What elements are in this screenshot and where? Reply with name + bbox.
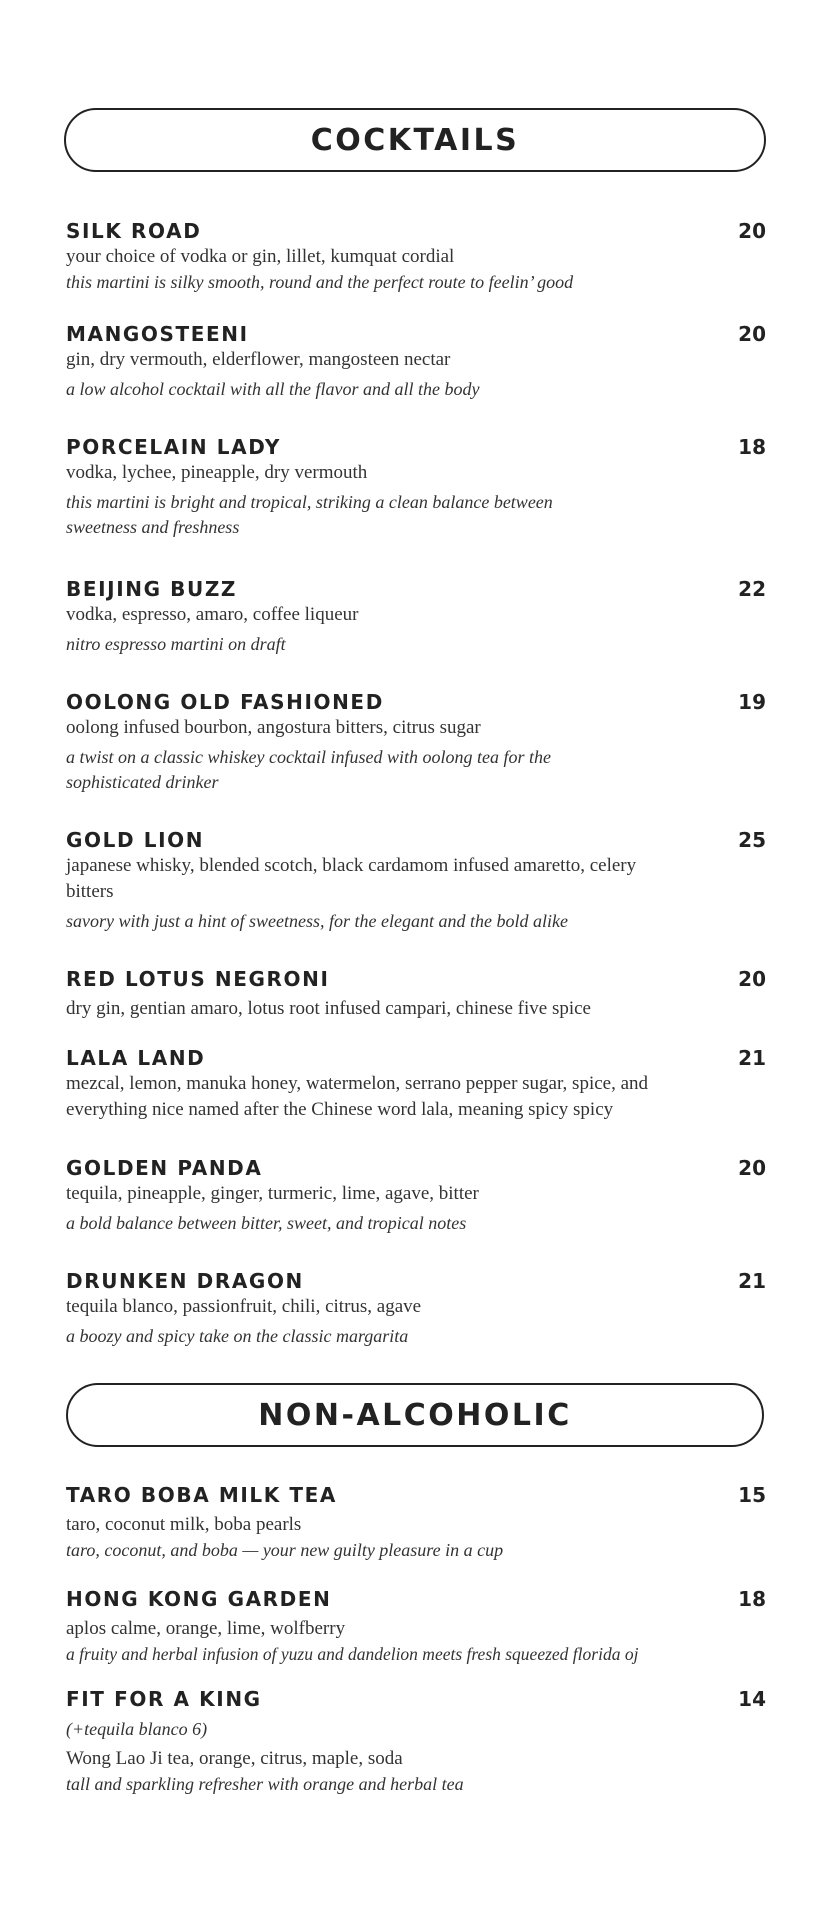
item-price: 21 — [738, 1046, 766, 1070]
menu-item — [66, 1155, 766, 1236]
menu-item — [66, 1482, 766, 1563]
item-name: LALA LAND — [66, 1046, 206, 1070]
menu-item — [66, 434, 766, 540]
menu-item — [66, 1045, 766, 1123]
item-name: OOLONG OLD FASHIONED — [66, 690, 384, 714]
item-note: (+tequila blanco 6) — [66, 1719, 208, 1739]
item-name: SILK ROAD — [66, 219, 202, 243]
item-price: 20 — [738, 1156, 766, 1180]
item-name: PORCELAIN LADY — [66, 435, 282, 459]
item-ingredients: japanese whisky, blended scotch, black cardamom infused amaretto, celery bitters — [66, 855, 637, 902]
menu-item — [66, 1686, 766, 1797]
item-price: 20 — [738, 322, 766, 346]
item-price: 15 — [738, 1483, 766, 1507]
item-description: a boozy and spicy take on the classic margarita — [66, 1326, 409, 1346]
item-ingredients: vodka, lychee, pineapple, dry vermouth — [66, 462, 368, 483]
item-description: savory with just a hint of sweetness, for the elegant and the bold alike — [66, 911, 568, 931]
menu-item — [66, 827, 766, 934]
item-name: FIT FOR A KING — [66, 1687, 262, 1711]
non-alcoholic-section-header — [66, 1383, 764, 1447]
cocktails-title: COCKTAILS — [310, 122, 520, 158]
item-description: nitro espresso martini on draft — [66, 634, 286, 654]
item-price: 18 — [738, 435, 766, 459]
cocktails-section-header — [64, 108, 766, 172]
item-ingredients: Wong Lao Ji tea, orange, citrus, maple, soda — [66, 1748, 403, 1769]
item-price: 18 — [738, 1587, 766, 1611]
item-ingredients: oolong infused bourbon, angostura bitters, citrus sugar — [66, 717, 481, 738]
menu-item — [66, 321, 766, 402]
item-price: 14 — [738, 1687, 766, 1711]
item-description: a twist on a classic whiskey cocktail infused with oolong tea for the sophisticated drinker — [66, 747, 551, 792]
item-description: taro, coconut, and boba — your new guilty pleasure in a cup — [66, 1540, 504, 1560]
item-description: this martini is silky smooth, round and the perfect route to feelin’ good — [66, 272, 574, 292]
item-ingredients: gin, dry vermouth, elderflower, mangosteen nectar — [66, 349, 451, 370]
item-price: 20 — [738, 219, 766, 243]
item-price: 22 — [738, 577, 766, 601]
item-description: a bold balance between bitter, sweet, and tropical notes — [66, 1213, 467, 1233]
item-ingredients: dry gin, gentian amaro, lotus root infused campari, chinese five spice — [66, 998, 591, 1019]
item-name: GOLD LION — [66, 828, 205, 852]
item-description: tall and sparkling refresher with orange and herbal tea — [66, 1774, 464, 1794]
item-ingredients: vodka, espresso, amaro, coffee liqueur — [66, 604, 359, 625]
item-price: 20 — [738, 967, 766, 991]
item-name: RED LOTUS NEGRONI — [66, 967, 330, 991]
item-name: MANGOSTEENI — [66, 322, 249, 346]
menu-item — [66, 1586, 766, 1667]
item-ingredients: taro, coconut milk, boba pearls — [66, 1514, 302, 1535]
item-description: a fruity and herbal infusion of yuzu and dandelion meets fresh squeezed florida oj — [66, 1644, 639, 1664]
item-ingredients: aplos calme, orange, lime, wolfberry — [66, 1618, 346, 1639]
item-ingredients: tequila, pineapple, ginger, turmeric, lime, agave, bitter — [66, 1183, 479, 1204]
menu-item — [66, 218, 766, 295]
menu-item — [66, 1268, 766, 1349]
item-name: DRUNKEN DRAGON — [66, 1269, 304, 1293]
menu-item — [66, 689, 766, 795]
item-ingredients: tequila blanco, passionfruit, chili, citrus, agave — [66, 1296, 422, 1317]
menu-item — [66, 966, 766, 1022]
item-name: GOLDEN PANDA — [66, 1156, 263, 1180]
item-description: this martini is bright and tropical, striking a clean balance between sweetness and freshness — [66, 492, 553, 537]
item-price: 19 — [738, 690, 766, 714]
item-name: TARO BOBA MILK TEA — [66, 1483, 337, 1507]
menu-item — [66, 576, 766, 657]
non-alcoholic-title: NON-ALCOHOLIC — [258, 1397, 572, 1433]
item-name: BEIJING BUZZ — [66, 577, 238, 601]
item-name: HONG KONG GARDEN — [66, 1587, 332, 1611]
item-ingredients: your choice of vodka or gin, lillet, kumquat cordial — [66, 246, 455, 267]
item-price: 21 — [738, 1269, 766, 1293]
item-price: 25 — [738, 828, 766, 852]
item-ingredients: mezcal, lemon, manuka honey, watermelon, serrano pepper sugar, spice, and everything nice named after the Chinese word lala, meaning spicy spicy — [66, 1073, 649, 1120]
item-description: a low alcohol cocktail with all the flavor and all the body — [66, 379, 480, 399]
